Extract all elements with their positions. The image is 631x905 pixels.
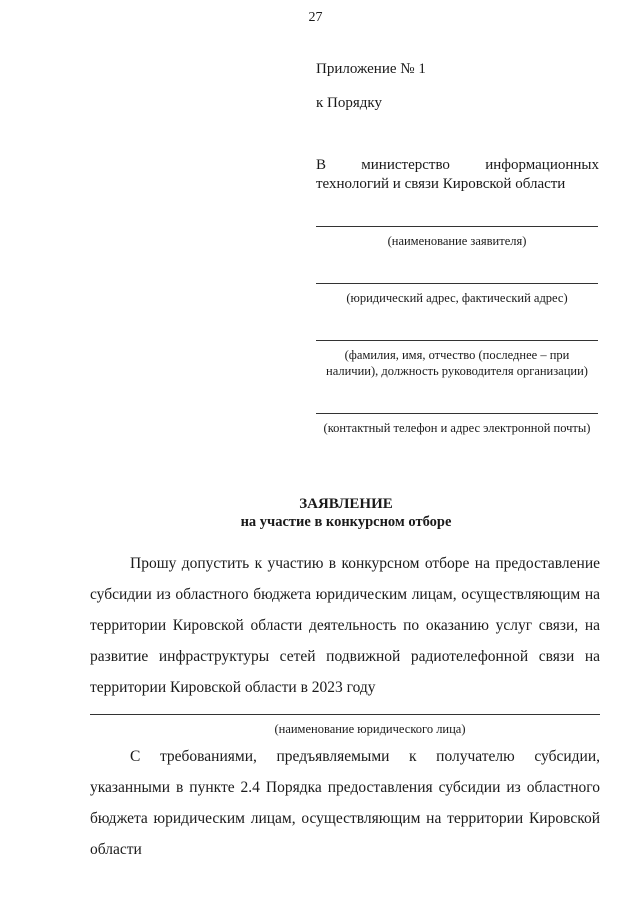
addressee: В министерство информационных технологий и связи Кировской области	[316, 157, 599, 192]
statement-title: ЗАЯВЛЕНИЕ	[299, 496, 393, 512]
paragraph-request: Прошу допустить к участию в конкурсном отборе на предоставление субсидии из областного бюджета юридическим лицам, осуществляющим на территории Кировской области деятельность по оказанию услуг связи, на развитие инфраструктуры сетей подвижной радиотелефонной связи на территории Кировской области в 2023 году	[90, 555, 600, 696]
legal-entity-caption: (наименование юридического лица)	[274, 722, 466, 736]
address-caption: (юридический адрес, фактический адрес)	[346, 291, 568, 305]
statement-subtitle: на участие в конкурсном отборе	[240, 514, 452, 530]
contacts-line	[316, 413, 598, 414]
paragraph-requirements: С требованиями, предъявляемыми к получателю субсидии, указанными в пункте 2.4 Порядка предоставления субсидии из областного бюджета юридическим лицам, осуществляющим на территории Кировской области	[90, 748, 600, 858]
applicant-name-line	[316, 226, 598, 227]
page-number: 27	[308, 10, 323, 25]
address-line	[316, 283, 598, 284]
director-line	[316, 340, 598, 341]
appendix-subtitle: к Порядку	[316, 95, 382, 111]
director-caption: (фамилия, имя, отчество (последнее – при наличии), должность руководителя организации)	[326, 348, 588, 378]
appendix-title: Приложение № 1	[316, 61, 426, 77]
legal-entity-line	[90, 714, 600, 715]
contacts-caption: (контактный телефон и адрес электронной почты)	[323, 421, 591, 435]
applicant-name-caption: (наименование заявителя)	[387, 234, 527, 248]
